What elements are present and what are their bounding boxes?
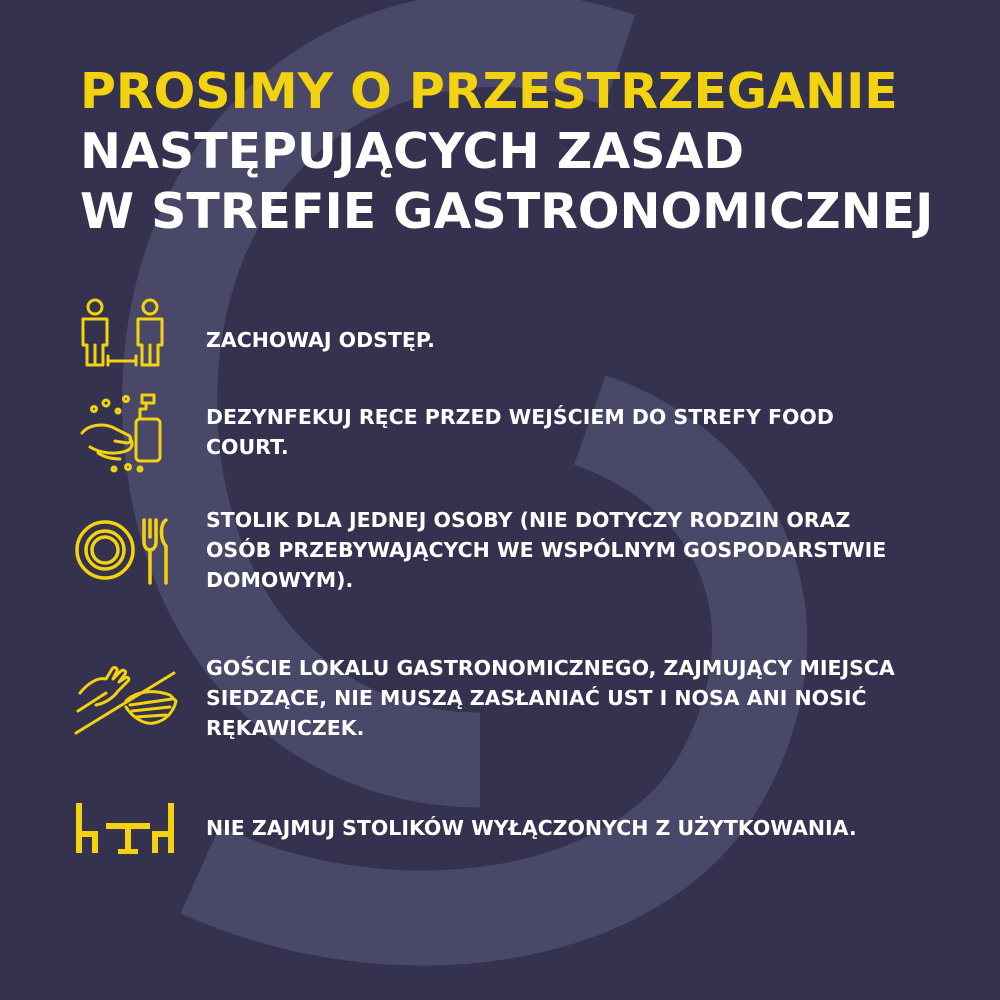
rule-item-distance [70, 295, 970, 385]
table-chairs-icon [70, 783, 180, 873]
hand-sanitizer-icon [70, 387, 180, 477]
rule-item-single-table [70, 505, 970, 595]
rule-item-closed-tables [70, 783, 970, 873]
heading-line-3: W STREFIE GASTRONOMICZNEJ [80, 183, 934, 240]
social-distance-icon [70, 295, 180, 385]
heading-line-2: NASTĘPUJĄCYCH ZASAD [80, 123, 745, 180]
page-heading [80, 62, 980, 242]
plate-cutlery-icon [70, 505, 180, 595]
rule-text: STOLIK DLA JEDNEJ OSOBY (NIE DOTYCZY RODZIN ORAZ OSÓB PRZEBYWAJĄCYCH WE WSPÓLNYM GOSPODARSTWIE DOMOWYM). [206, 508, 887, 592]
rule-item-no-mask [70, 653, 970, 743]
rule-text: NIE ZAJMUJ STOLIKÓW WYŁĄCZONYCH Z UŻYTKOWANIA. [206, 816, 857, 840]
rule-text: DEZYNFEKUJ RĘCE PRZED WEJŚCIEM DO STREFY FOOD COURT. [206, 405, 834, 459]
rule-item-sanitize [70, 387, 970, 477]
rule-text: ZACHOWAJ ODSTĘP. [206, 328, 435, 352]
rule-text: GOŚCIE LOKALU GASTRONOMICZNEGO, ZAJMUJĄCY MIEJSCA SIEDZĄCE, NIE MUSZĄ ZASŁANIAĆ UST I NOSA ANI NOSIĆ RĘKAWICZEK. [206, 656, 895, 740]
no-gloves-mask-icon [70, 653, 180, 743]
heading-line-1: PROSIMY O PRZESTRZEGANIE [80, 63, 898, 120]
